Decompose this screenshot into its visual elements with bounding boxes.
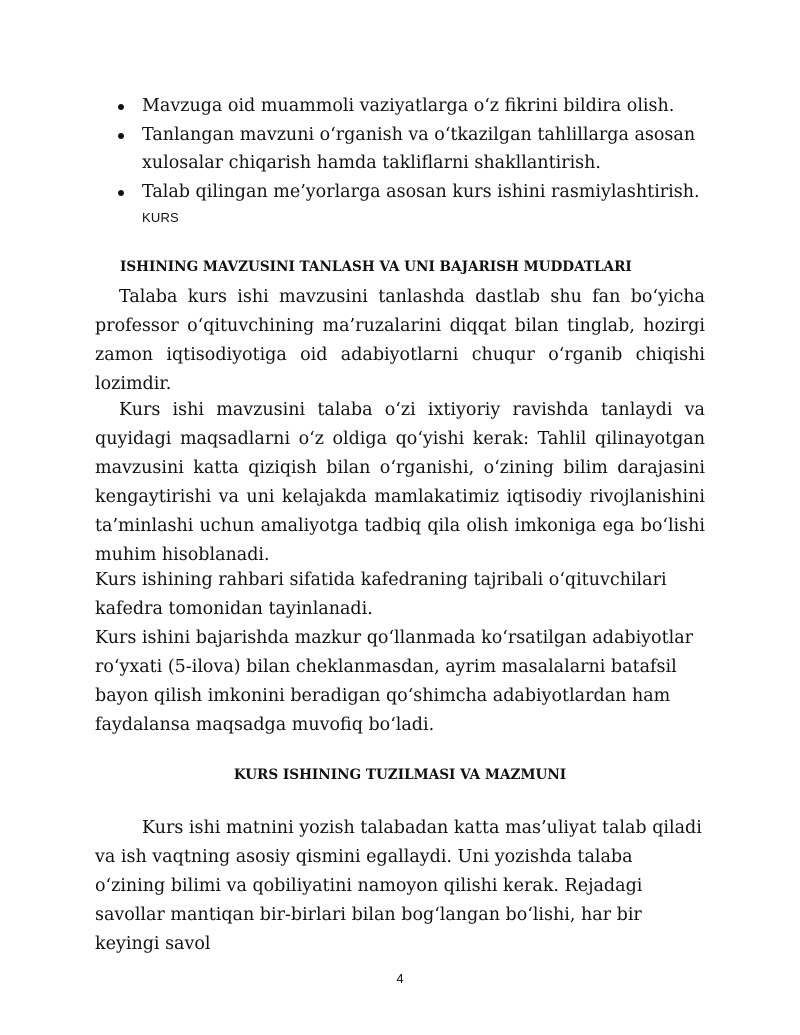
paragraph: Kurs ishi matnini yozish talabadan katta mas’uliyat talab qiladi va ish vaqtning asosiy qismini egallaydi. Uni yozishda talaba o‘zining bilimi va qobiliyatini namoyon qilishi kerak. Rejadagi savollar mantiqan bir-birlari bilan bog‘langan bo‘lishi, har bir keyingi savol: [95, 818, 702, 954]
paragraph: Kurs ishining rahbari sifatida kafedraning tajribali o‘qituvchilari kafedra tomonidan tayinlanadi.: [95, 570, 667, 619]
bullet-icon: [118, 190, 124, 196]
list-item: [116, 178, 716, 207]
bullet-text: Tanlangan mavzuni o‘rganish va o‘tkazilgan tahlillarga asosan xulosalar chiqarish hamda takliflarni shakllantirish.: [142, 124, 696, 173]
section-heading-topic-selection: ISHINING MAVZUSINI TANLASH VA UNI BAJARISH MUDDATLARI: [120, 259, 632, 275]
bullet-text: Talab qilingan me’yorlarga asosan kurs ishini rasmiylashtirish.: [142, 181, 700, 202]
bullet-icon: [118, 104, 124, 110]
paragraph: Kurs ishi mavzusini talaba o‘zi ixtiyoriy ravishda tanlaydi va quyidagi maqsadlarni o‘z oldiga qo‘yishi kerak: Tahlil qilinayotgan mavzusini katta qiziqish bilan o‘rganishi, o‘zining bilim darajasini kengaytirishi va uni kelajakda mamlakatimiz iqtisodiy rivojlanishini ta’minlashi uchun amaliyotga tadbiq qila olish imkoniga ega bo‘lishi muhim hisoblanadi.: [95, 400, 705, 565]
stray-word: KURS: [142, 210, 179, 225]
bullet-list: [116, 92, 716, 206]
page-number: 4: [396, 971, 404, 986]
bullet-text: Mavzuga oid muammoli vaziyatlarga o‘z fikrini bildira olish.: [142, 96, 675, 116]
bullet-icon: [118, 133, 124, 139]
paragraph: Kurs ishini bajarishda mazkur qo‘llanmada ko‘rsatilgan adabiyotlar ro‘yxati (5-ilova) bilan cheklanmasdan, ayrim masalalarni batafsil bayon qilish imkonini beradigan qo‘shimcha adabiyotlardan ham faydalansa maqsadga muvofiq bo‘ladi.: [95, 628, 694, 735]
section-heading-structure: KURS ISHINING TUZILMASI VA MAZMUNI: [233, 767, 567, 783]
paragraph: Talaba kurs ishi mavzusini tanlashda dastlab shu fan bo‘yicha professor o‘qituvchining ma’ruzalarini diqqat bilan tinglab, hozirgi zamon iqtisodiyotiga oid adabiyotlarni chuqur o‘rganib chiqishi lozimdir.: [95, 287, 705, 394]
list-item: [116, 121, 716, 178]
list-item: [116, 92, 716, 121]
